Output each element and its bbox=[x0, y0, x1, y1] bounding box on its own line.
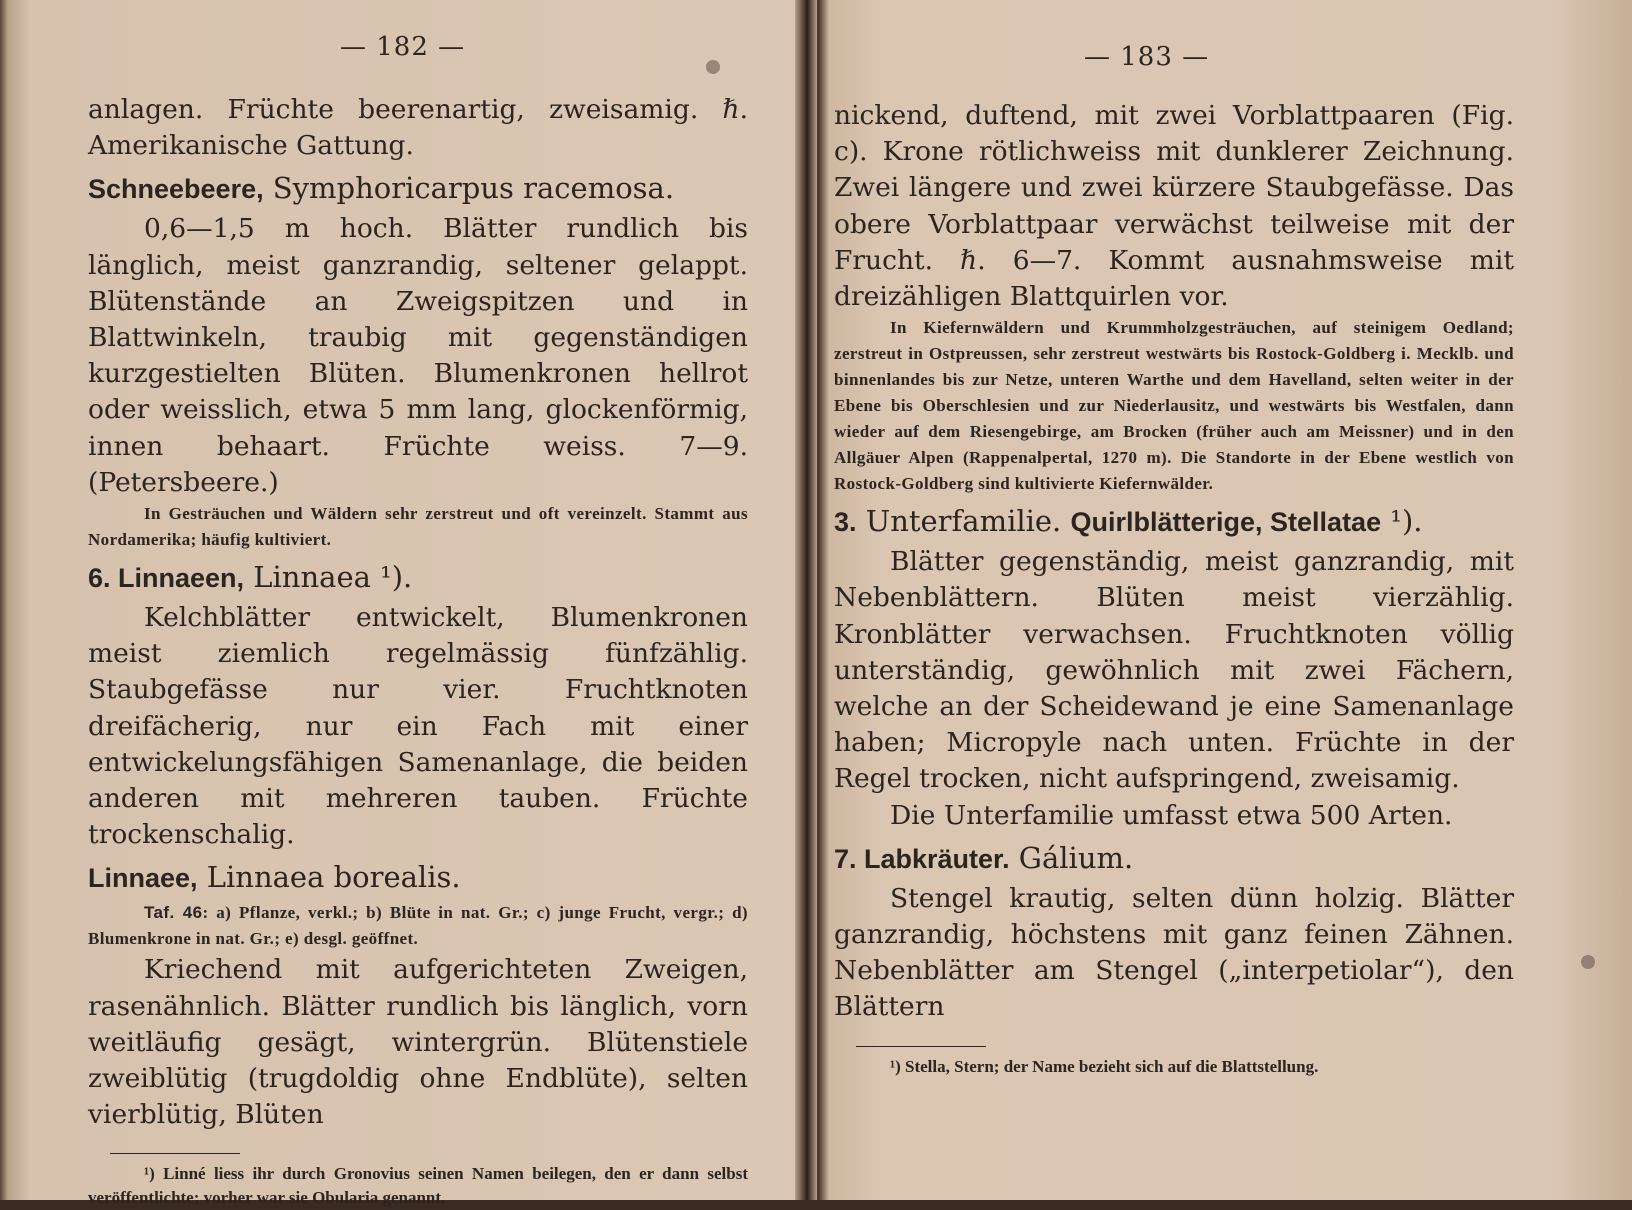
ink-smudge bbox=[1581, 955, 1595, 969]
right-page-body bbox=[834, 98, 1514, 1079]
section-heading bbox=[834, 838, 1514, 879]
plate-reference: Taf. 46 bbox=[144, 903, 203, 923]
heading-text: Gálium. bbox=[1009, 840, 1134, 875]
heading-bold: Linnaee, bbox=[88, 863, 198, 894]
footnote: ¹) Stella, Stern; der Name bezieht sich auf die Blattstellung. bbox=[890, 1056, 1319, 1076]
left-page bbox=[0, 0, 805, 1208]
page-number: — 182 — bbox=[340, 32, 466, 62]
body-paragraph: Die Unterfamilie umfasst etwa 500 Arten. bbox=[890, 799, 1453, 831]
section-heading bbox=[88, 857, 748, 898]
distribution-note bbox=[834, 315, 1514, 497]
note-text: : a) Pflanze, verkl.; b) Blüte in nat. Gr.; c) junge Frucht, vergr.; d) Blumenkrone in nat. Gr.; e) desgl. geöffnet. bbox=[88, 903, 748, 949]
section-heading bbox=[834, 501, 1514, 542]
heading-bold: 6. Linnaeen, bbox=[88, 563, 245, 594]
body-paragraph: nickend, duftend, mit zwei Vorblattpaaren (Fig. c). Krone rötlichweiss mit dunklerer Zeichnung. Zwei längere und zwei kürzere Staubgefässe. Das obere Vorblattpaar verwächst teilweise mit der Frucht. ℏ. 6—7. Kommt ausnahmsweise mit dreizähligen Blattquirlen vor. bbox=[834, 100, 1514, 313]
footnote-rule bbox=[110, 1153, 240, 1154]
section-heading bbox=[88, 557, 748, 598]
body-paragraph: 0,6—1,5 m hoch. Blätter rundlich bis länglich, meist ganzrandig, seltener gelappt. Blütenstände an Zweigspitzen und in Blattwinkeln, traubig mit gegenständigen kurzgestielten Blüten. Blumenkronen hellrot oder weisslich, etwa 5 mm lang, glockenförmig, innen behaart. Früchte weiss. 7—9. (Petersbeere.) bbox=[88, 213, 748, 498]
body-paragraph: anlagen. Früchte beerenartig, zweisamig. ℏ. Amerikanische Gattung. bbox=[88, 94, 748, 162]
heading-bold: Quirlblätterige, Stellatae bbox=[1070, 507, 1382, 538]
heading-text: Linnaea borealis. bbox=[197, 860, 461, 895]
right-page bbox=[812, 0, 1632, 1200]
footnote-rule bbox=[856, 1046, 986, 1047]
note-text: In Gesträuchen und Wäldern sehr zerstreut und oft vereinzelt. Stammt aus Nordamerika; häufig kultiviert. bbox=[88, 504, 748, 550]
body-paragraph: Kriechend mit aufgerichteten Zweigen, rasenähnlich. Blätter rundlich bis länglich, vorn weitläufig gesägt, wintergrün. Blütenstiele zweiblütig (trugdoldig ohne Endblüte), selten vierblütig, Blüten bbox=[88, 954, 748, 1131]
left-page-body bbox=[88, 92, 748, 1210]
heading-bold: Schneebeere, bbox=[88, 174, 264, 205]
ink-smudge bbox=[706, 60, 720, 74]
heading-text: Linnaea ¹). bbox=[244, 560, 413, 595]
body-paragraph: Blätter gegenständig, meist ganzrandig, mit Nebenblättern. Blüten meist vierzählig. Kronblätter verwachsen. Fruchtknoten völlig unterständig, gewöhnlich mit zwei Fächern, welche an der Scheidewand je eine Samenanlage haben; Micropyle nach unten. Früchte in der Regel trocken, nicht aufspringend, zweisamig. bbox=[834, 546, 1514, 795]
heading-text: Unterfamilie. bbox=[856, 504, 1071, 539]
body-paragraph: Kelchblätter entwickelt, Blumenkronen meist ziemlich regelmässig fünfzählig. Staubgefässe nur vier. Fruchtknoten dreifächerig, nur ein Fach mit einer entwickelungsfähigen Samenanlage, die beiden anderen mit mehreren tauben. Früchte trockenschalig. bbox=[88, 602, 748, 851]
heading-bold: 3. bbox=[834, 507, 857, 538]
section-heading bbox=[88, 168, 748, 209]
note-text: In Kiefernwäldern und Krummholzgesträuchen, auf steinigem Oedland; zerstreut in Ostpreussen, sehr zerstreut westwärts bis Rostock-Goldberg i. Mecklb. und binnenlandes bis zur Netze, unteren Warthe und dem Havelland, selten weiter in der Ebene bis Oberschlesien und zur Niederlausitz, und westwärts bis Westfalen, dann wieder auf dem Riesengebirge, am Brocken (früher auch am Meissner) und in den Allgäuer Alpen (Rappenalpertal, 1270 m). Die Standorte in der Ebene westlich von Rostock-Goldberg sind kultivierte Kiefernwälder. bbox=[834, 318, 1514, 494]
distribution-note bbox=[88, 900, 748, 952]
footnote: ¹) Linné liess ihr durch Gronovius seinen Namen beilegen, den er dann selbst veröffentlichte; vorher war sie Obularia genannt. bbox=[88, 1164, 748, 1208]
distribution-note bbox=[88, 501, 748, 553]
heading-bold: 7. Labkräuter. bbox=[834, 843, 1010, 874]
heading-text: Symphoricarpus racemosa. bbox=[263, 171, 675, 206]
body-paragraph: Stengel krautig, selten dünn holzig. Blätter ganzrandig, höchstens mit ganz feinen Zähnen. Nebenblätter am Stengel („interpetiolar“), den Blättern bbox=[834, 882, 1514, 1023]
page-number: — 183 — bbox=[1084, 42, 1210, 72]
heading-text: ¹). bbox=[1381, 504, 1423, 539]
